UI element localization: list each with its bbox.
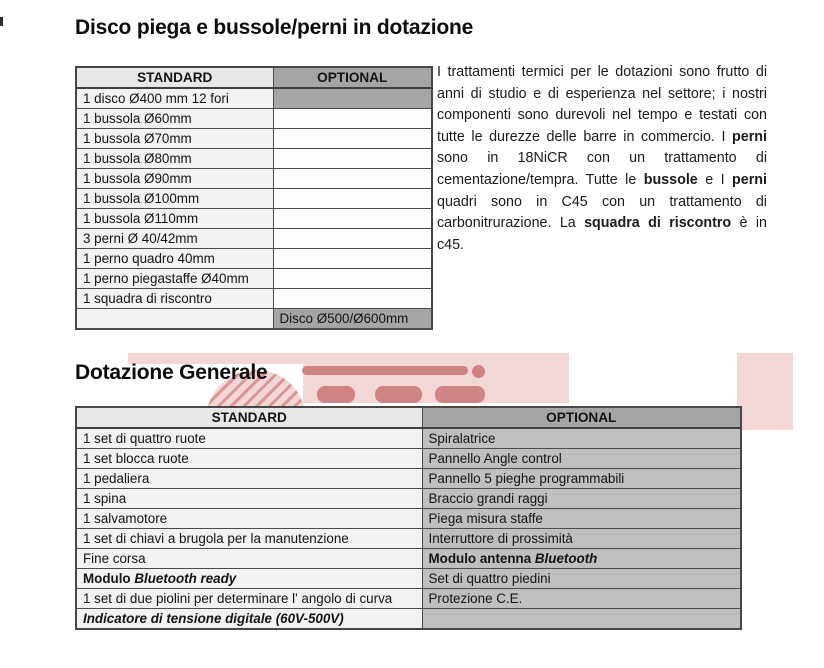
- table-row: [76, 549, 741, 569]
- standard-cell: [76, 529, 422, 549]
- optional-cell: [273, 149, 432, 169]
- table-row: [76, 609, 741, 630]
- text-segment: 1 spina: [83, 491, 127, 506]
- standard-cell: [76, 489, 422, 509]
- standard-cell: 1 bussola Ø100mm: [76, 189, 273, 209]
- optional-column-header: OPTIONAL: [422, 407, 741, 428]
- text-segment: Pannello 5 pieghe programmabili: [428, 471, 625, 486]
- table-row: [76, 189, 432, 209]
- table-row: [76, 88, 432, 109]
- watermark-letter-blob: [435, 386, 485, 403]
- standard-column-header: STANDARD: [76, 67, 273, 88]
- standard-cell: 1 bussola Ø110mm: [76, 209, 273, 229]
- watermark-letter-blob: [317, 386, 355, 403]
- general-equipment-table: [75, 406, 742, 630]
- text-segment: Piega misura staffe: [428, 511, 543, 526]
- text-segment: Indicatore di tensione digitale (60V-500V): [83, 611, 344, 626]
- text-segment: 1 set di quattro ruote: [83, 431, 206, 446]
- standard-cell: 3 perni Ø 40/42mm: [76, 229, 273, 249]
- text-segment: Pannello Angle control: [428, 451, 562, 466]
- optional-cell: Disco Ø500/Ø600mm: [273, 309, 432, 330]
- standard-cell: 1 bussola Ø60mm: [76, 109, 273, 129]
- standard-cell: [76, 449, 422, 469]
- text-segment: Interruttore di prossimità: [428, 531, 573, 546]
- optional-cell: [273, 209, 432, 229]
- table-row: [76, 529, 741, 549]
- optional-cell: [422, 589, 741, 609]
- table-row: [76, 169, 432, 189]
- table-row: [76, 428, 741, 449]
- text-segment: Fine corsa: [83, 551, 146, 566]
- table-row: [76, 149, 432, 169]
- page-edge-mark: [0, 17, 3, 26]
- text-segment: è in c45.: [437, 215, 767, 253]
- watermark-letter-blob: [375, 386, 422, 403]
- table-row: [76, 289, 432, 309]
- text-segment: 1 pedaliera: [83, 471, 150, 486]
- standard-cell: 1 bussola Ø80mm: [76, 149, 273, 169]
- standard-cell: 1 perno piegastaffe Ø40mm: [76, 269, 273, 289]
- text-segment: Spiralatrice: [428, 431, 496, 446]
- text-segment: squadra di riscontro: [584, 215, 732, 232]
- optional-cell: [273, 229, 432, 249]
- optional-cell: [422, 489, 741, 509]
- table-row: [76, 449, 741, 469]
- text-segment: Protezione C.E.: [428, 591, 523, 606]
- table-row: [76, 129, 432, 149]
- section-title-general: Dotazione Generale: [75, 361, 268, 384]
- text-segment: Modulo antenna: [428, 551, 535, 566]
- optional-cell: [273, 88, 432, 109]
- table-row: [76, 569, 741, 589]
- table-row: [76, 489, 741, 509]
- optional-cell: [422, 609, 741, 630]
- standard-cell: [76, 589, 422, 609]
- text-segment: 1 set blocca ruote: [83, 451, 189, 466]
- standard-cell: 1 disco Ø400 mm 12 fori: [76, 88, 273, 109]
- table-row: [76, 589, 741, 609]
- standard-cell: [76, 609, 422, 630]
- text-segment: I trattamenti termici per le dotazioni sono frutto di anni di studio e di esperienza nel settore; i nostri componenti sono durevoli nel tempo e testati con tutte le durezze delle barre in commercio. I: [437, 64, 767, 145]
- table-row: [76, 469, 741, 489]
- standard-column-header: STANDARD: [76, 407, 422, 428]
- table-row: [76, 109, 432, 129]
- optional-cell: [273, 169, 432, 189]
- optional-cell: [422, 449, 741, 469]
- table-row: [76, 269, 432, 289]
- optional-cell: [273, 109, 432, 129]
- text-segment: 1 salvamotore: [83, 511, 168, 526]
- table-row: [76, 509, 741, 529]
- text-segment: Set di quattro piedini: [428, 571, 551, 586]
- text-segment: bussole: [643, 171, 698, 188]
- table-row: [76, 249, 432, 269]
- optional-cell: [273, 249, 432, 269]
- standard-cell: [76, 428, 422, 449]
- text-segment: Bluetooth ready: [134, 571, 237, 586]
- standard-cell: 1 squadra di riscontro: [76, 289, 273, 309]
- table-header-row: [76, 407, 741, 428]
- table-row: [76, 309, 432, 330]
- watermark-dot: [472, 365, 485, 378]
- watermark-band: [737, 353, 793, 430]
- text-segment: perni: [732, 128, 767, 145]
- text-segment: 1 set di chiavi a brugola per la manutenzione: [83, 531, 349, 546]
- description-paragraph: [437, 62, 767, 256]
- disc-bushings-table: [75, 66, 433, 330]
- text-segment: quadri sono in C45 con un trattamento di carbonitrurazione. La: [437, 193, 767, 232]
- text-segment: 1 set di due piolini per determinare l' angolo di curva: [83, 591, 393, 606]
- optional-cell: [422, 549, 741, 569]
- standard-cell: [76, 509, 422, 529]
- optional-cell: [273, 289, 432, 309]
- standard-cell: [76, 469, 422, 489]
- standard-cell: 1 bussola Ø70mm: [76, 129, 273, 149]
- standard-cell: [76, 569, 422, 589]
- text-segment: sono in 18NiCR con un trattamento di cementazione/tempra. Tutte le: [437, 150, 767, 188]
- text-segment: perni: [732, 171, 767, 188]
- watermark-bar: [302, 366, 468, 375]
- optional-cell: [422, 428, 741, 449]
- optional-cell: [273, 129, 432, 149]
- text-segment: Bluetooth: [534, 551, 598, 566]
- section-title-disc: Disco piega e bussole/perni in dotazione: [75, 16, 474, 39]
- standard-cell: [76, 309, 273, 330]
- standard-cell: 1 perno quadro 40mm: [76, 249, 273, 269]
- text-segment: Braccio grandi raggi: [428, 491, 548, 506]
- optional-cell: [273, 189, 432, 209]
- optional-cell: [422, 469, 741, 489]
- optional-cell: [422, 529, 741, 549]
- optional-column-header: OPTIONAL: [273, 67, 432, 88]
- table-row: [76, 229, 432, 249]
- table-row: [76, 209, 432, 229]
- optional-cell: [422, 569, 741, 589]
- text-segment: Modulo: [83, 571, 135, 586]
- optional-cell: [273, 269, 432, 289]
- standard-cell: [76, 549, 422, 569]
- optional-cell: [422, 509, 741, 529]
- standard-cell: 1 bussola Ø90mm: [76, 169, 273, 189]
- text-segment: e I: [697, 171, 733, 188]
- table-header-row: [76, 67, 432, 88]
